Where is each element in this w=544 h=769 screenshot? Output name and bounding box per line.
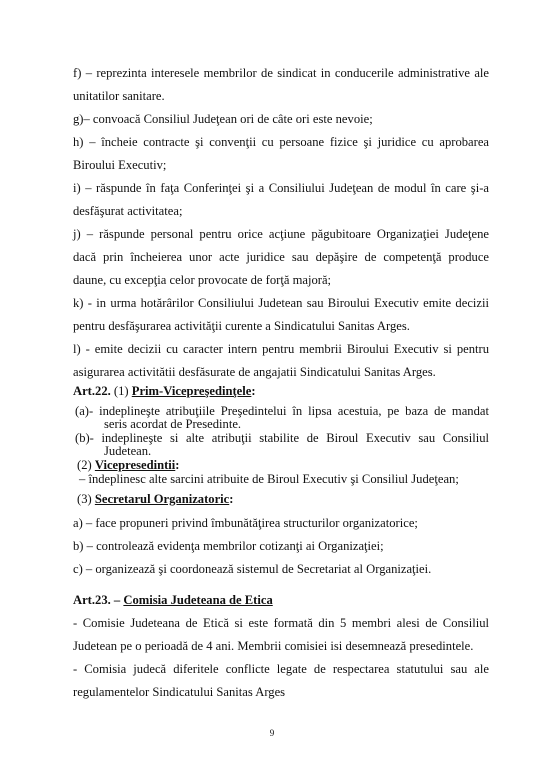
art22-a-line2: seris acordat de Presedinte. [104,417,242,431]
paragraph-g: g)– convoacă Consiliul Judeţean ori de câte ori este nevoie; [73,112,373,126]
art22-section2-text: – îndeplinesc alte sarcini atribuite de Biroul Executiv şi Consiliul Judeţean; [79,472,459,486]
paragraph-f-line1: f) – reprezinta interesele membrilor de sindicat in conducerile administrative ale [73,66,489,80]
paragraph-l-line1: l) - emite decizii cu caracter intern pentru membrii Biroului Executiv si pentru [73,342,489,356]
art22-section3-colon: : [229,492,234,506]
article-22-label: Art.22. [73,384,111,398]
art22-section2-colon: : [175,458,180,472]
paragraph-j-line3: daune, cu excepţia celor provocate de forţă majoră; [73,273,332,287]
art23-para1-line2: Judetean pe o perioadă de 4 ani. Membrii comisiei isi desemnează presedintele. [73,639,474,653]
art22-section3-number: (3) [77,492,95,506]
article-23-label: Art.23. – [73,593,124,607]
article-22-number: (1) [110,384,132,398]
art22-section2-heading [77,458,489,473]
paragraph-k-line2: pentru desfăşurarea activităţii curente a Sindicatului Sanitas Arges. [73,319,410,333]
paragraph-h-line1: h) – încheie contracte şi convenţii cu persoane fizice şi juridice cu aprobarea [73,135,489,149]
art22-b-line2: Judetean. [104,444,152,458]
secretary-item-b: b) – controlează evidenţa membrilor cotizanţi ai Organizaţiei; [73,539,384,553]
article-22-title: Prim-Vicepreşedinţele [131,384,252,398]
secretary-item-c: c) – organizează şi coordonează sistemul de Secretariat al Organizaţiei. [73,562,432,576]
paragraph-j-line2: dacă prin încheierea unor acte juridice sau depăşire de competenţă produce [73,250,489,264]
paragraph-i-line2: desfăşurat activitatea; [73,204,183,218]
art22-section3-title: Secretarul Organizatoric [94,492,230,506]
article-23-title: Comisia Judeteana de Etica [123,593,273,607]
art22-section2-title: Vicepresedintii [94,458,176,472]
article-22-heading [73,384,489,399]
art23-para2-line2: regulamentelor Sindicatului Sanitas Arges [73,685,286,699]
article-22-colon: : [251,384,256,398]
art22-a-line1: (a)- indeplineşte atribuţiile Preşedintelui în lipsa acestuia, pe baza de mandat [75,404,489,418]
art22-section3-heading [77,492,489,507]
paragraph-k-line1: k) - in urma hotărârilor Consiliului Judetean sau Biroului Executiv emite decizii [73,296,489,310]
paragraph-f-line2: unitatilor sanitare. [73,89,165,103]
paragraph-h-line2: Biroului Executiv; [73,158,167,172]
secretary-item-a: a) – face propuneri privind îmbunătăţirea structurilor organizatorice; [73,516,418,530]
art23-para2-line1: - Comisia judecă diferitele conflicte legate de respectarea statutului sau ale [73,662,489,676]
art22-b-line1: (b)- indeplineşte si alte atribuţii stabilite de Biroul Executiv sau Consiliul [75,431,489,445]
article-23-heading [73,593,489,608]
paragraph-i-line1: i) – răspunde în faţa Conferinţei şi a Consiliului Judeţean de modul în care şi-a [73,181,489,195]
art23-para1-line1: - Comisie Judeteana de Etică si este formată din 5 membri alesi de Consiliul [73,616,489,630]
paragraph-j-line1: j) – răspunde personal pentru orice acţiune păgubitoare Organizaţiei Judeţene [73,227,489,241]
art22-section2-number: (2) [77,458,95,472]
page-number: 9 [269,728,275,738]
paragraph-l-line2: asigurarea activitătii desfăsurate de angajatii Sindicatului Sanitas Arges. [73,365,436,379]
